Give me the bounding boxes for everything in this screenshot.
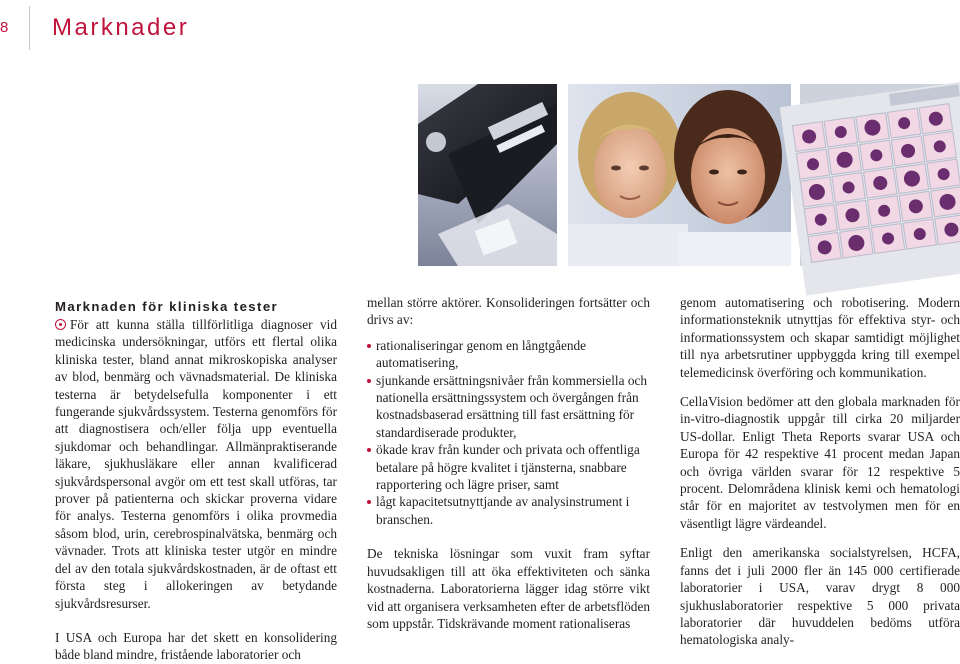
list-item: lågt kapacitetsutnyttjande av analysinstrument i branschen. [367,493,650,528]
drivers-bullet-list [367,337,650,528]
column-3-paragraph-3: Enligt den amerikanska socialstyrelsen, HCFA, fanns det i juli 2000 fler än 145 000 certifierade laboratorier i USA, varav drygt 8 000 sjukhuslaboratorier respektive 5 000 privata laboratorier där huvuddelen bedöms utföra hematologiska analy- [680,545,960,648]
column-3-paragraph-2: CellaVision bedömer att den globala marknaden för in-vitro-diagnostik uppgår till cirka 20 miljarder US-dollar. Enligt Theta Reports svarar USA och Europa för 42 respektive 41 procent medan Japan och övriga världen svarar för 12 respektive 5 procent. Delområdena klinisk kemi och hematologi står för en majoritet av testvolymen men för en väsentligt lägre värdeandel. [680,394,960,531]
section-heading: Marknaden för kliniska tester [55,299,279,314]
two-women-at-screen-photo [568,84,791,266]
consolidation-paragraph: I USA och Europa har det skett en konsolidering både bland mindre, fristående laboratorier och [55,629,337,663]
column-2-paragraph-1: mellan större aktörer. Konsolideringen fortsätter och drivs av: [367,295,650,328]
header-divider [29,6,30,50]
column-3 [680,294,960,649]
intro-paragraph-text: För att kunna ställa tillförlitliga diagnoser vid medicinska undersökningar, utförs ett flertal olika kliniska tester, bland annat mikroskopiska analyser av blod, benmärg och vävnadsmaterial. De kliniska testerna är betydelsefulla komponenter i ett fungerande sjukvårdssystem. Testerna genomförs för att diagnostisera och/eller följa upp eventuella sjukdomar och behandlingar. Allmänpraktiserande läkare, sjukhusläkare eller annan kvalificerad sjukvårdspersonal avgör om ett test skall utföras, tar prover på patienterna och skickar proverna vidare för analys. Testerna genomförs i olika provmedia såsom blod, urin, cerebrospinalvätska, benmärg och vävnader. Trots att kliniska tester utgör en mindre del av den totala sjukvårdskostnaden, är de oftast ett första steg i allokeringen av betydande sjukvårdsresurser. [55,317,337,611]
microscope-photo [418,84,557,266]
page-number: 8 [0,19,9,36]
column-2 [367,294,650,632]
list-item: sjunkande ersättningsnivåer från kommersiella och nationella ersättningssystem och övergången från kostnadsbaserad ersättning till fast ersättning för standardiserade produkter, [367,372,650,442]
circle-bullet-icon [55,319,66,330]
list-item: rationaliseringar genom en långtgående automatisering, [367,337,650,372]
column-2-paragraph-2: De tekniska lösningar som vuxit fram syftar huvudsakligen till att öka effektiviteten och sänka kostnaderna. Laboratorierna lägger idag större vikt vid att organisera verksamheten efter de arbetsflöden som uppstår. Tidskrävande moment rationaliseras [367,546,650,631]
column-3-paragraph-1: genom automatisering och robotisering. Modern informationsteknik utnyttjas för effektiva styr- och informationssystem och skapar samtidigt möjlighet till nya arbetsrutiner uppbyggda kring till exempel telemedicinsk överföring och kommunikation. [680,295,960,380]
intro-paragraph [55,316,337,612]
page-title: Marknader [52,14,190,41]
list-item: ökade krav från kunder och privata och offentliga betalare på högre kvalitet i tjänsterna, snabbare rapportering och lägre priser, samt [367,441,650,493]
column-1 [55,298,337,664]
cell-images-monitor-photo [800,84,960,266]
